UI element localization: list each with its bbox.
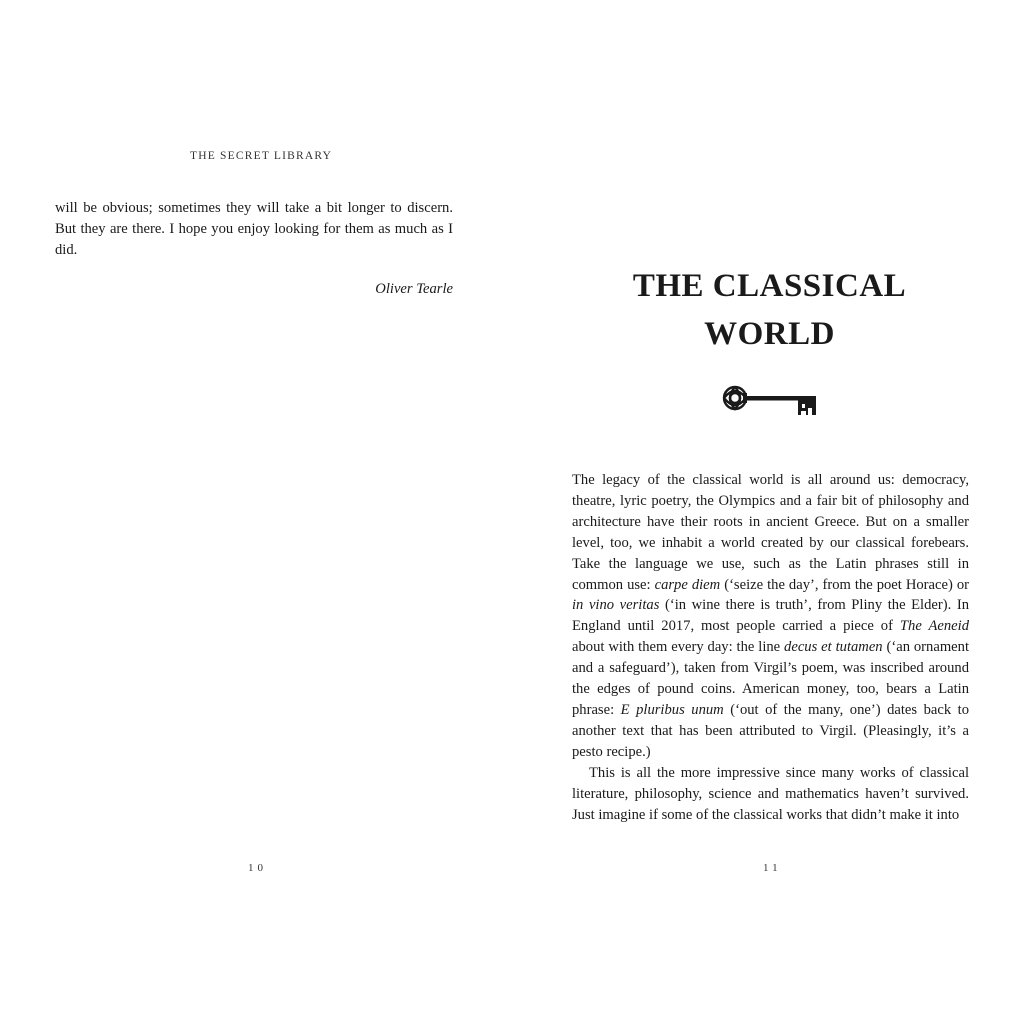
left-page [0,0,512,1025]
page-number: 10 [248,862,267,874]
body-paragraph [572,470,969,763]
right-page [512,0,1025,1025]
italic-phrase: carpe diem [654,576,721,593]
italic-phrase: in vino veritas [572,597,660,614]
chapter-title-line-2: WORLD [704,316,835,352]
chapter-body [572,470,969,825]
text-run: (‘seize the day’, from the poet Horace) or [720,576,969,593]
chapter-title-line-1: THE CLASSICAL [632,268,907,304]
text-run: about with them every day: the line [572,639,785,656]
author-signature: Oliver Tearle [375,281,453,297]
italic-phrase: The Aeneid [899,618,969,635]
running-head: THE SECRET LIBRARY [190,150,333,162]
page-number: 11 [763,862,782,874]
text-run: The legacy of the classical world is all around us: democracy, theatre, lyric poetry, the Olympics and a fair bit of philosophy and architecture have their roots in ancient Greece. But on a smaller level, too, we inhabit a world created by our classical forebears. Take the language we use, such as the Latin phrases still in common use: [572,472,969,593]
italic-phrase: E pluribus unum [620,701,724,718]
body-paragraph: will be obvious; sometimes they will take a bit longer to discern. But they are there. I hope you enjoy looking for them as much as I did. [55,200,453,258]
text-run: (‘in wine there is truth’, from Pliny the Elder). In England until 2017, most people carried a piece of [572,597,969,635]
text-run: (‘out of the many, one’) dates back to another text that has been attributed to Virgil. (Pleasingly, it’s a pesto recipe.) [572,701,970,760]
body-paragraph: This is all the more impressive since many works of classical literature, philosophy, science and mathematics haven’t survived. Just imagine if some of the classical works that didn’t make it into [572,764,969,823]
text-run: (‘an ornament and a safeguard’), taken from Virgil’s poem, was inscribed around the edges of pound coins. American money, too, bears a Latin phrase: [572,639,969,718]
chapter-title [572,262,967,358]
key-icon [720,380,820,422]
italic-phrase: decus et tutamen [784,639,883,656]
